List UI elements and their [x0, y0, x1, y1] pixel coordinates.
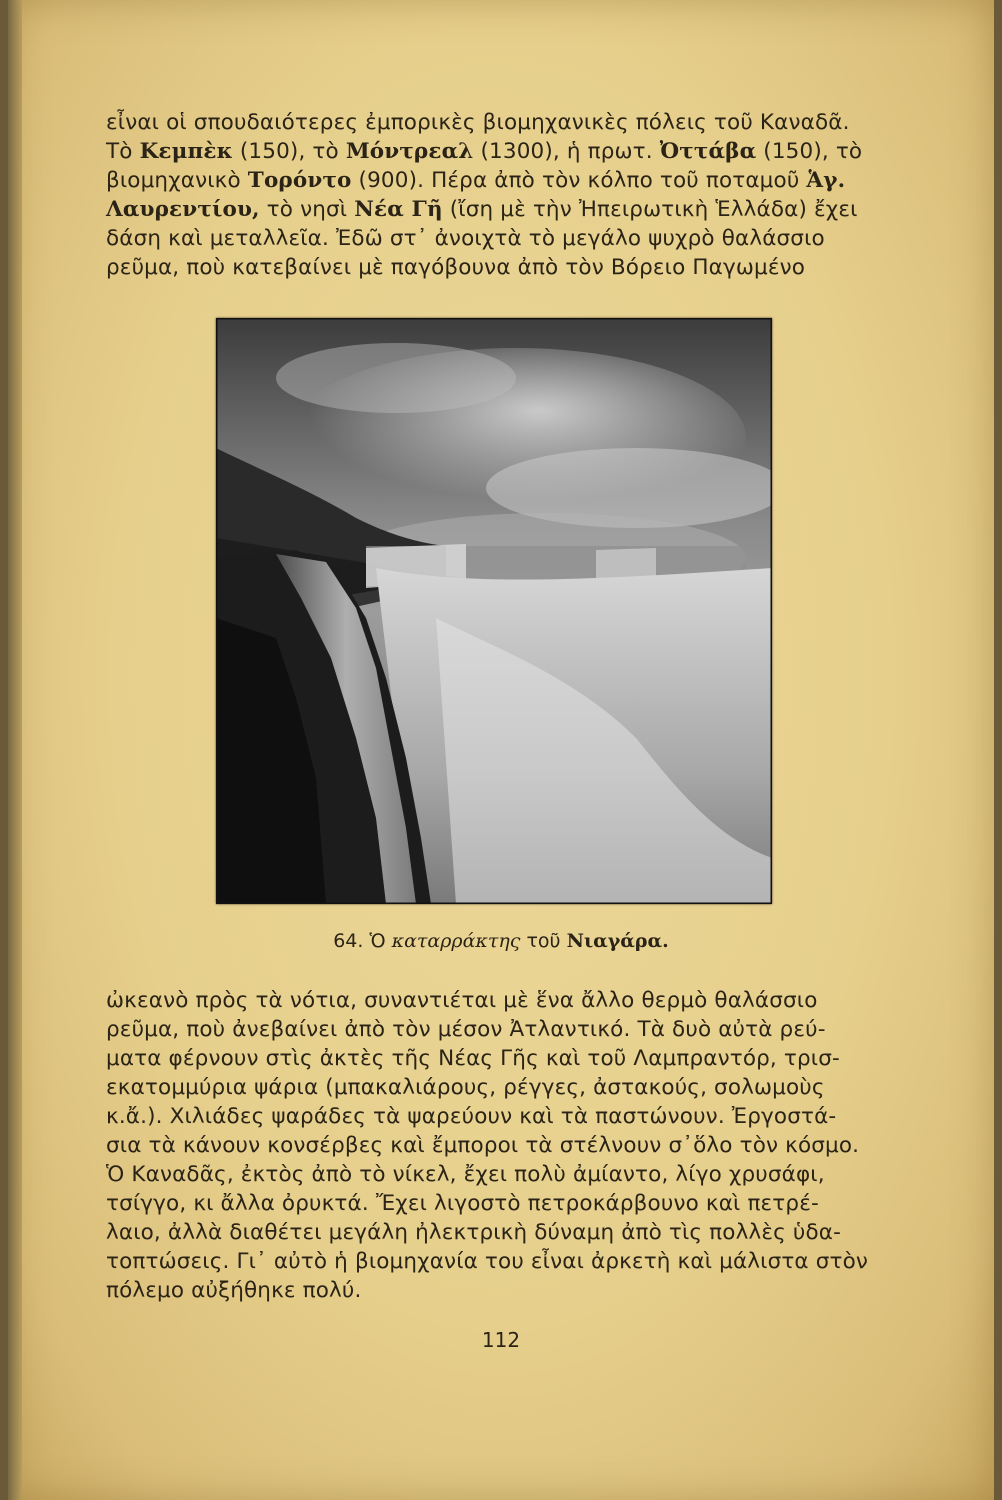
text-line: σια τὰ κάνουν κονσέρβες καὶ ἔμποροι τὰ στέλνουν σ᾿ὅλο τὸν κόσμο.	[106, 1133, 860, 1158]
caption-text: Ὁ	[369, 930, 392, 952]
place-name-st-lawrence-part1: Ἁγ.	[806, 168, 846, 193]
text-line: λαιο, ἀλλὰ διαθέτει μεγάλη ἠλεκτρικὴ δύναμη ἀπὸ τὶς πολλὲς ὑδα-	[106, 1220, 841, 1245]
text-run: (150), τὸ	[232, 139, 346, 164]
text-line	[106, 166, 868, 195]
caption-place-name: Νιαγάρα.	[566, 930, 669, 952]
place-name-newfoundland: Νέα Γῆ	[354, 197, 443, 222]
niagara-falls-photo	[216, 318, 772, 904]
place-name-montreal: Μόντρεαλ	[345, 139, 474, 164]
figure-caption	[0, 930, 1002, 952]
text-line	[106, 108, 868, 137]
text-run: (900). Πέρα ἀπὸ τὸν κόλπο τοῦ ποταμοῦ	[351, 168, 807, 193]
text-run: (1300), ἡ πρωτ.	[473, 139, 660, 164]
place-name-quebec: Κεμπὲκ	[139, 139, 233, 164]
text-run: δάση καὶ μεταλλεῖα. Ἐδῶ στ᾿ ἀνοιχτὰ τὸ μεγάλο ψυχρὸ θαλάσσιο	[106, 226, 825, 251]
text-run: (ἴση μὲ τὴν Ἠπειρωτικὴ Ἑλλάδα) ἔχει	[442, 197, 858, 222]
place-name-toronto: Τορόντο	[247, 168, 352, 193]
text-run: εἶναι οἱ σπουδαιότερες ἐμπορικὲς βιομηχανικὲς πόλεις τοῦ Καναδᾶ.	[106, 110, 850, 135]
text-line: τοπτώσεις. Γι᾿ αὐτὸ ἡ βιομηχανία του εἶναι ἀρκετὴ καὶ μάλιστα στὸν	[106, 1249, 869, 1274]
text-line	[106, 137, 868, 166]
top-paragraph	[106, 108, 868, 282]
text-line	[106, 253, 868, 282]
place-name-ottawa: Ὀττάβα	[659, 139, 757, 164]
text-run: τὸ νησὶ	[259, 197, 355, 222]
text-line: κ.ἄ.). Χιλιάδες ψαράδες τὰ ψαρεύουν καὶ τὰ παστώνουν. Ἐργοστά-	[106, 1104, 837, 1129]
bottom-paragraph	[106, 986, 869, 1305]
niagara-falls-illustration	[216, 318, 772, 904]
text-run: βιομηχανικὸ	[106, 168, 248, 193]
caption-text: καταρράκτης	[391, 930, 521, 952]
text-line	[106, 195, 868, 224]
page-binding-edge	[8, 0, 22, 1500]
text-line: ὠκεανὸ πρὸς τὰ νότια, συναντιέται μὲ ἕνα ἄλλο θερμὸ θαλάσσιο	[106, 988, 818, 1013]
text-run: (150), τὸ	[756, 139, 863, 164]
caption-text: τοῦ	[520, 930, 567, 952]
text-line	[106, 224, 868, 253]
text-line: ματα φέρνουν στὶς ἀκτὲς τῆς Νέας Γῆς καὶ τοῦ Λαμπραντόρ, τρισ-	[106, 1046, 840, 1071]
text-line: εκατομμύρια ψάρια (μπακαλιάρους, ρέγγες, ἀστακούς, σολωμοὺς	[106, 1075, 825, 1100]
text-line: Ὁ Καναδᾶς, ἐκτὸς ἀπὸ τὸ νίκελ, ἔχει πολὺ ἀμίαντο, λίγο χρυσάφι,	[106, 1162, 825, 1187]
text-run: Τὸ	[106, 139, 140, 164]
page-number: 112	[481, 1328, 521, 1352]
caption-number: 64.	[333, 930, 370, 952]
place-name-st-lawrence-part2: Λαυρεντίου,	[106, 197, 260, 222]
text-line: ρεῦμα, ποὺ ἀνεβαίνει ἀπὸ τὸν μέσον Ἀτλαντικό. Τὰ δυὸ αὐτὰ ρεύ-	[106, 1017, 826, 1042]
text-run: ρεῦμα, ποὺ κατεβαίνει μὲ παγόβουνα ἀπὸ τὸν Βόρειο Παγωμένο	[106, 255, 806, 280]
text-line: πόλεμο αὐξήθηκε πολύ.	[106, 1278, 362, 1303]
text-line: τσίγγο, κι ἄλλα ὀρυκτά. Ἔχει λιγοστὸ πετροκάρβουνο καὶ πετρέ-	[106, 1191, 819, 1216]
